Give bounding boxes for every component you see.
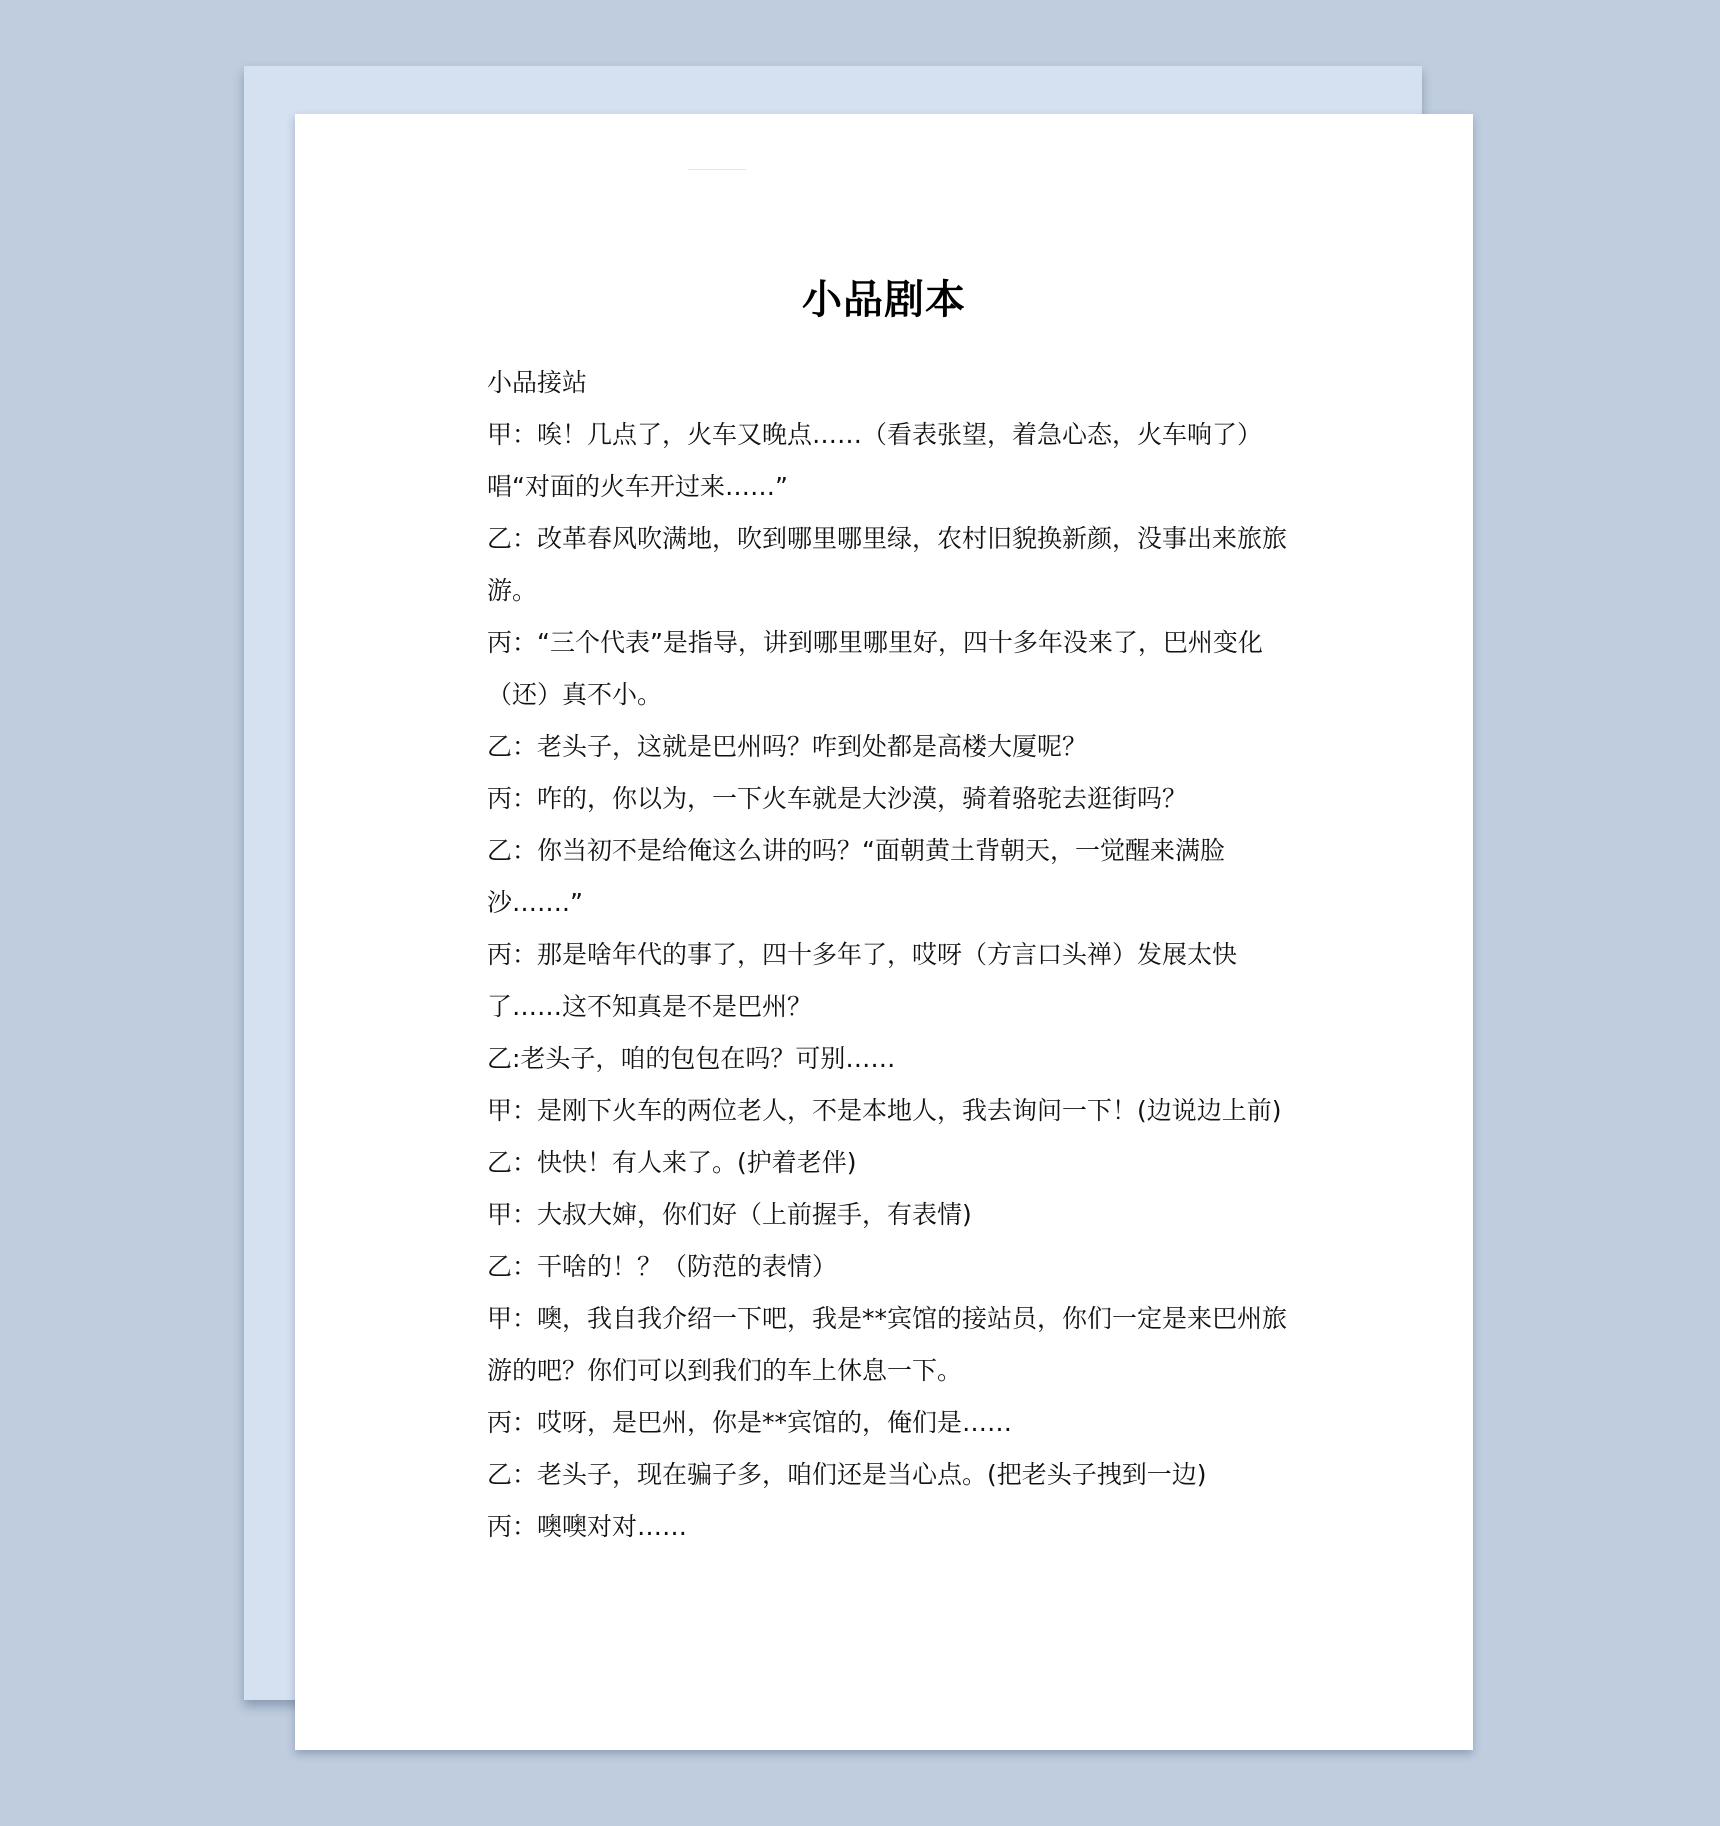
script-line: 丙：“三个代表”是指导，讲到哪里哪里好，四十多年没来了，巴州变化（还）真不小。 [487, 628, 1263, 709]
script-line: 丙：咋的，你以为，一下火车就是大沙漠，骑着骆驼去逛街吗？ [487, 784, 1188, 813]
script-line: 乙：老头子，这就是巴州吗？咋到处都是高楼大厦呢？ [487, 732, 1088, 761]
script-line: 乙:老头子，咱的包包在吗？可别…… [487, 1044, 896, 1073]
script-line: 甲：唉！几点了，火车又晚点……（看表张望，着急心态，火车响了）唱“对面的火车开过来……” [487, 420, 1263, 501]
script-line: 甲：是刚下火车的两位老人，不是本地人，我去询问一下！(边说边上前) [487, 1096, 1282, 1125]
script-line: 乙：你当初不是给俺这么讲的吗？“面朝黄土背朝天，一觉醒来满脸沙…….” [487, 836, 1225, 917]
script-line: 丙：那是啥年代的事了，四十多年了，哎呀（方言口头禅）发展太快了……这不知真是不是巴州？ [487, 940, 1238, 1021]
document-page [295, 114, 1473, 1750]
script-line: 甲：噢，我自我介绍一下吧，我是**宾馆的接站员，你们一定是来巴州旅游的吧？你们可以到我们的车上休息一下。 [487, 1304, 1288, 1385]
script-line: 丙：哎呀，是巴州，你是**宾馆的，俺们是…… [487, 1408, 1013, 1437]
script-line: 乙：改革春风吹满地，吹到哪里哪里绿，农村旧貌换新颜，没事出来旅旅游。 [487, 524, 1288, 605]
script-body [487, 357, 1287, 1553]
script-subtitle: 小品接站 [487, 368, 588, 397]
script-line: 乙：干啥的！？（防范的表情） [487, 1252, 838, 1281]
script-line: 乙：快快！有人来了。(护着老伴) [487, 1148, 857, 1177]
header-divider [688, 169, 746, 170]
script-line: 丙：噢噢对对…… [487, 1512, 688, 1541]
document-title: 小品剧本 [802, 277, 966, 323]
script-line: 乙：老头子，现在骗子多，咱们还是当心点。(把老头子拽到一边) [487, 1460, 1207, 1489]
script-line: 甲：大叔大婶，你们好（上前握手，有表情) [487, 1200, 972, 1229]
